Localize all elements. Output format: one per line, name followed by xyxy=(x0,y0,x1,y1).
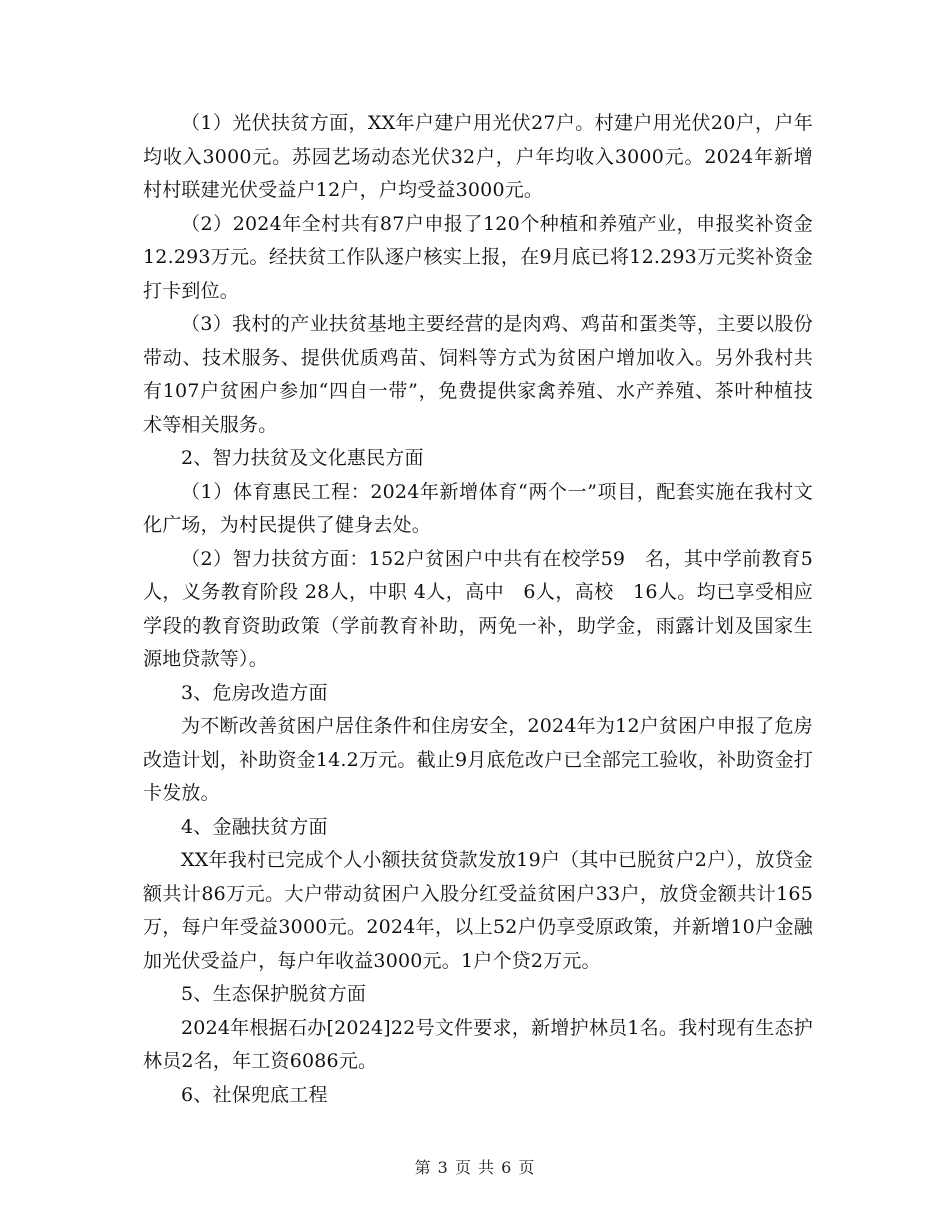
paragraph-finance: XX年我村已完成个人小额扶贫贷款发放19户（其中已脱贫户2户），放贷金额共计86万元。大户带动贫困户入股分红受益贫困户33户，放贷金额共计165万，每户年受益3000元。2024年，以上52户仍享受原政策，并新增10户金融加光伏受益户，每户年收益3000元。1户个贷2万元。 xyxy=(143,849,813,972)
section-heading-social-security: 6、社保兜底工程 xyxy=(181,1083,328,1106)
paragraph-photovoltaic: （1）光伏扶贫方面，XX年户建户用光伏27户。村建户用光伏20户，户年均收入3000元。苏园艺场动态光伏32户，户年均收入3000元。2024年新增村村联建光伏受益户12户，户均受益3000元。 xyxy=(143,112,813,201)
paragraph-industry-subsidy: （2）2024年全村共有87户申报了120个种植和养殖产业，申报奖补资金12.293万元。经扶贫工作队逐户核实上报，在9月底已将12.293万元奖补资金打卡到位。 xyxy=(143,212,813,302)
section-heading-education-culture: 2、智力扶贫及文化惠民方面 xyxy=(181,447,424,469)
paragraph-housing: 为不断改善贫困户居住条件和住房安全，2024年为12户贫困户申报了危房改造计划，补助资金14.2万元。截止9月底危改户已全部完工验收，补助资金打卡发放。 xyxy=(143,715,813,804)
section-heading-housing: 3、危房改造方面 xyxy=(181,681,328,704)
paragraph-education-aid: （2）智力扶贫方面：152户贫困户中共有在校学59 名，其中学前教育5 人，义务教育阶段 28人，中职 4人，高中 6人，高校 16人。均已享受相应学段的教育资助政策（学前教育补助，两免一补，助学金，雨露计划及国家生源地贷款等）。 xyxy=(143,547,813,670)
section-heading-ecology: 5、生态保护脱贫方面 xyxy=(181,983,367,1005)
document-body xyxy=(143,107,813,1112)
paragraph-ecology: 2024年根据石办[2024]22号文件要求，新增护林员1名。我村现有生态护林员2名，年工资6086元。 xyxy=(143,1016,813,1072)
section-heading-finance: 4、金融扶贫方面 xyxy=(181,815,328,838)
paragraph-sports-project: （1）体育惠民工程：2024年新增体育“两个一”项目，配套实施在我村文化广场，为村民提供了健身去处。 xyxy=(143,480,813,536)
page-footer: 第 3 页 共 6 页 xyxy=(414,1158,536,1177)
paragraph-industry-base: （3）我村的产业扶贫基地主要经营的是肉鸡、鸡苗和蛋类等，主要以股份带动、技术服务、提供优质鸡苗、饲料等方式为贫困户增加收入。另外我村共有107户贫困户参加“四自一带”，免费提供家禽养殖、水产养殖、茶叶种植技术等相关服务。 xyxy=(143,313,813,436)
